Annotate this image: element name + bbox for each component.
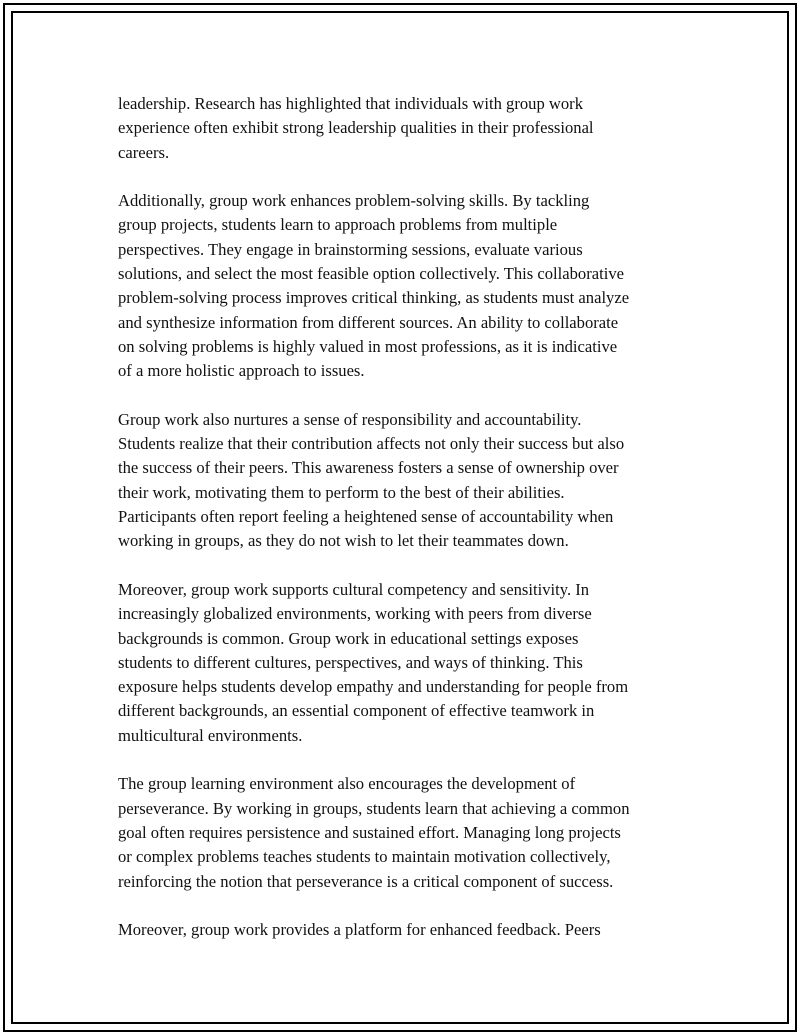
paragraph-feedback: Moreover, group work provides a platform for enhanced feedback. Peers xyxy=(118,920,601,940)
paragraph-problem-solving: Additionally, group work enhances problem-solving skills. By tackling group projects, students learn to approach problems from multiple perspectives. They engage in brainstorming sessions, evaluate various solutions, and select the most feasible option collectively. This collaborative problem-solving process improves critical thinking, as students must analyze and synthesize information from different sources. An ability to collaborate on solving problems is highly valued in most professions, as it is indicative of a more holistic approach to issues. xyxy=(118,191,630,381)
paragraph-leadership: leadership. Research has highlighted that individuals with group work experience often exhibit strong leadership qualities in their professional careers. xyxy=(118,94,594,162)
paragraph-perseverance: The group learning environment also encourages the development of perseverance. By working in groups, students learn that achieving a common goal often requires persistence and sustained effort. Managing long projects or complex problems teaches students to maintain motivation collectively, reinforcing the notion that perseverance is a critical component of success. xyxy=(118,774,630,891)
document-body xyxy=(118,92,698,967)
paragraph-responsibility: Group work also nurtures a sense of responsibility and accountability. Students realize that their contribution affects not only their success but also the success of their peers. This awareness fosters a sense of ownership over their work, motivating them to perform to the best of their abilities. Participants often report feeling a heightened sense of accountability when working in groups, as they do not wish to let their teammates down. xyxy=(118,409,625,551)
paragraph-cultural-competency: Moreover, group work supports cultural competency and sensitivity. In increasingly globalized environments, working with peers from diverse backgrounds is common. Group work in educational settings exposes students to different cultures, perspectives, and ways of thinking. This exposure helps students develop empathy and understanding for people from different backgrounds, an essential component of effective teamwork in multicultural environments. xyxy=(118,579,629,745)
